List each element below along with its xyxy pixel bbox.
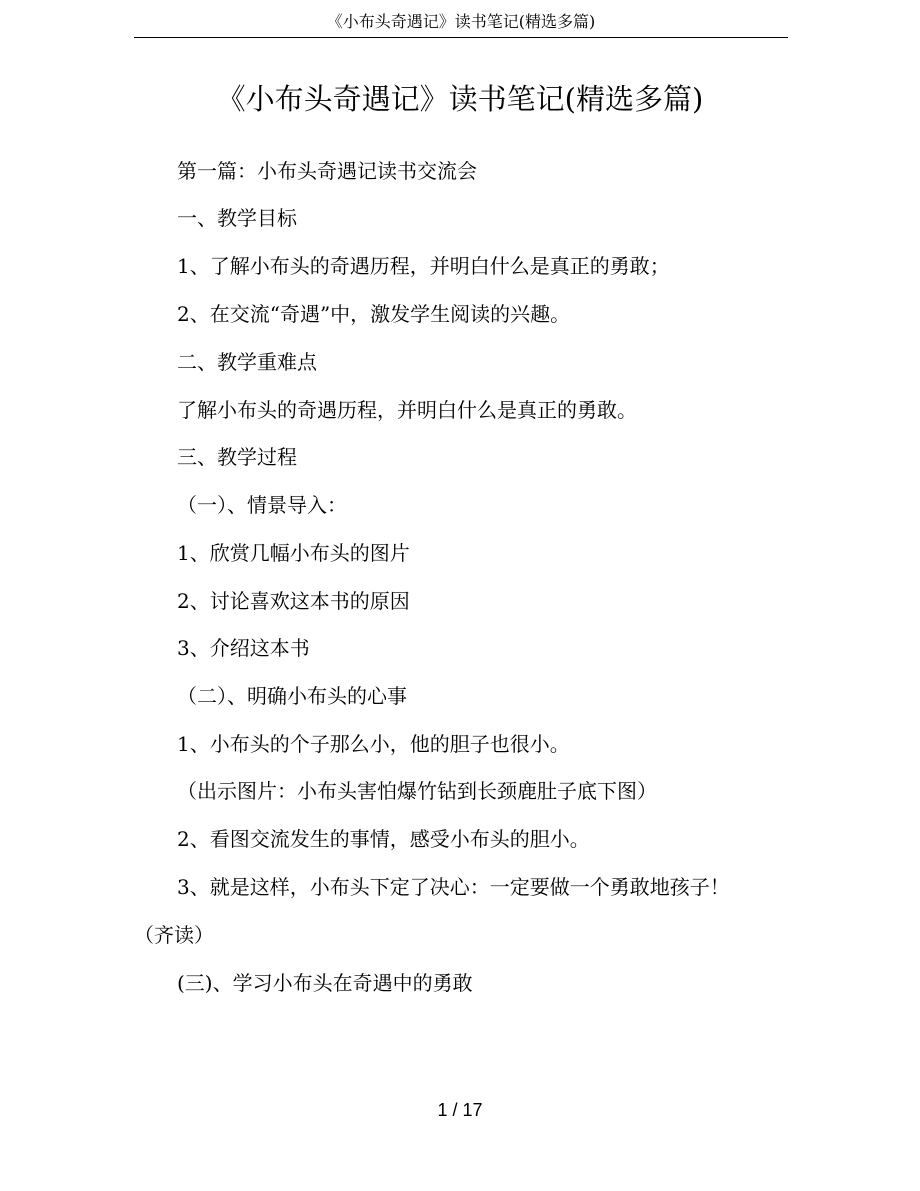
body-line: 2、讨论喜欢这本书的原因 [177, 589, 410, 613]
body-line: 了解小布头的奇遇历程，并明白什么是真正的勇敢。 [177, 398, 637, 422]
body-line: （出示图片：小布头害怕爆竹钻到长颈鹿肚子底下图） [177, 779, 657, 803]
body-line: 2、看图交流发生的事情，感受小布头的胆小。 [177, 827, 590, 851]
body-line: 二、教学重难点 [177, 350, 317, 374]
body-line: 2、在交流“奇遇”中，激发学生阅读的兴趣。 [177, 302, 571, 326]
body-line: 一、教学目标 [177, 206, 297, 230]
page-number: 1 / 17 [437, 1100, 483, 1120]
body-line: （一）、情景导入： [177, 493, 347, 517]
body-line: 3、就是这样，小布头下定了决心：一定要做一个勇敢地孩子！ [177, 875, 730, 899]
body-line: (三)、学习小布头在奇遇中的勇敢 [177, 971, 473, 995]
body-line: （二）、明确小布头的心事 [177, 684, 407, 708]
header-rule [134, 37, 788, 38]
document-title: 《小布头奇遇记》读书笔记(精选多篇) [216, 82, 704, 116]
body-line: 第一篇：小布头奇遇记读书交流会 [177, 159, 477, 183]
body-line: 3、介绍这本书 [177, 636, 310, 660]
body-line: 1、欣赏几幅小布头的图片 [177, 541, 410, 565]
running-header: 《小布头奇遇记》读书笔记(精选多篇) [326, 12, 596, 31]
body-line: 1、小布头的个子那么小，他的胆子也很小。 [177, 732, 570, 756]
body-line: 1、了解小布头的奇遇历程，并明白什么是真正的勇敢； [177, 254, 670, 278]
body-line: 三、教学过程 [177, 445, 297, 469]
body-line: （齐读） [134, 923, 214, 947]
